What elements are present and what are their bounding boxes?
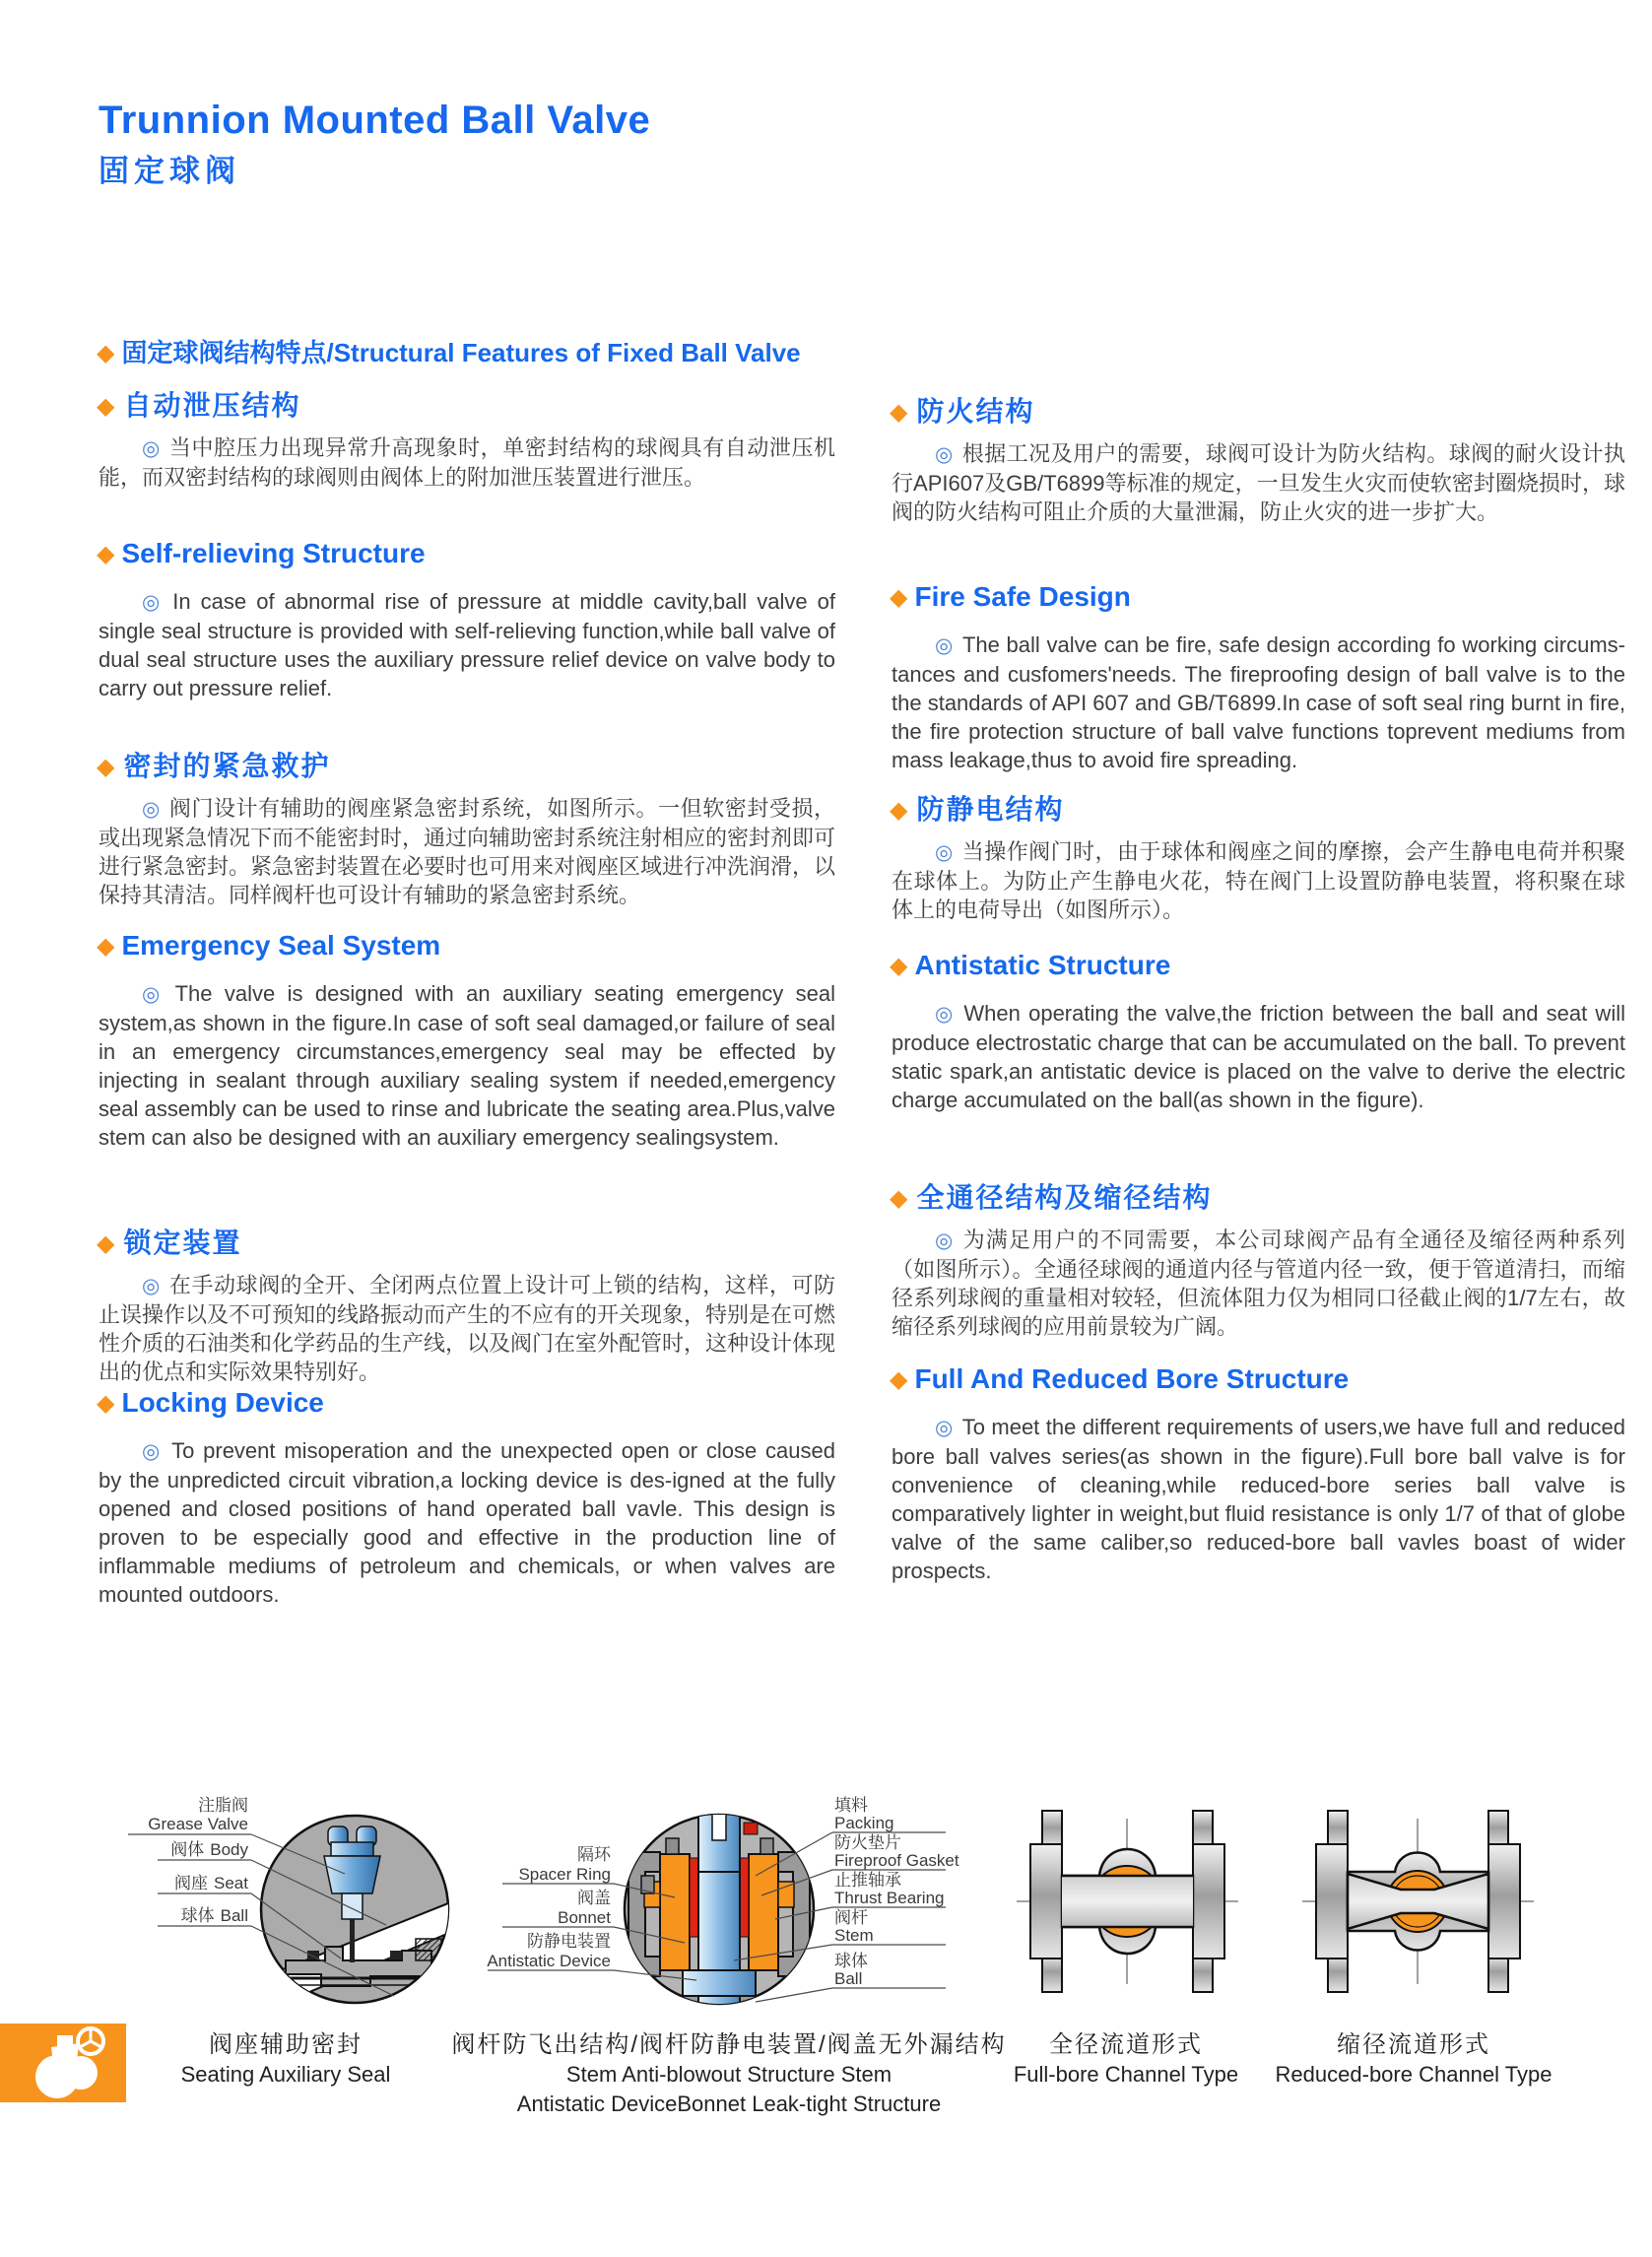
paragraph-text: 阀门设计有辅助的阀座紧急密封系统，如图所示。一但软密封受损，或出现紧急情况下而不能密封时，通过向辅助密封系统注射相应的密封剂即可进行紧急密封。紧急密封装置在必要时也可用来对阀座区域进行冲洗润滑，以保持其清洁。同样阀杆也可设计有辅助的紧急密封系统。 (99, 796, 836, 907)
caption-en: Seating Auxiliary Seal (180, 2062, 391, 2087)
section-heading (890, 581, 1131, 613)
label-ball-cn: 球体 (834, 1952, 868, 1970)
bullet-icon: ◎ (935, 841, 954, 864)
paragraph-text: The ball valve can be fire, safe design according fo working circums-tances and cusfomers'needs. The fireproofing design of ball valve is to the the standards of API 607 and GB/T6899.In case of soft seal ring burnt in fire, the fire protection structure of ball valve functions toprevent mediums from mass leakage,thus to avoid fire spreading. (892, 632, 1625, 772)
section-paragraph (99, 1436, 835, 1609)
diamond-icon: ◆ (97, 393, 117, 420)
label-fireproof-gasket-cn: 防火垫片 (834, 1833, 901, 1852)
heading-label: Self-relieving Structure (121, 538, 426, 568)
caption-seat-seal (99, 2029, 473, 2090)
heading-label: 全通径结构及缩径结构 (916, 1182, 1213, 1213)
page-title-cn: 固定球阀 (99, 154, 240, 188)
paragraph-text: To prevent misoperation and the unexpected open or close caused by the unpredicted circuit vibration,a locking device is des-igned at the fully opened and closed positions of hand operated ball vavle. This design is proven to be especially good and effective in the production line of inflammable mediums of petroleum and chemicals, or when valves are mounted outdoors. (99, 1438, 836, 1607)
section-paragraph (99, 433, 835, 492)
caption-cn: 阀杆防飞出结构/阀杆防静电装置/阀盖无外漏结构 (451, 2031, 1007, 2058)
bullet-icon: ◎ (142, 591, 165, 614)
bullet-icon: ◎ (935, 1229, 955, 1252)
diamond-icon: ◆ (97, 754, 117, 780)
heading-label: Full And Reduced Bore Structure (914, 1363, 1350, 1394)
section-heading (97, 384, 300, 424)
section-paragraph (892, 837, 1625, 924)
paragraph-text: In case of abnormal rise of pressure at middle cavity,ball valve of single seal structure is provided with self-relieving function,while ball valve of dual seal structure uses the auxiliary pressure relief device on valve body to carry out pressure relief. (99, 589, 835, 700)
label-thrust-bearing-en: Thrust Bearing (834, 1889, 945, 1907)
bullet-icon: ◎ (142, 1440, 164, 1463)
stem-structure-diagram (448, 1795, 980, 2020)
heading-label: 锁定装置 (123, 1228, 242, 1258)
paragraph-text: 当操作阀门时，由于球体和阀座之间的摩擦，会产生静电电荷并积聚在球体上。为防止产生静电火花，特在阀门上设置防静电装置，将积聚在球体上的电荷导出（如图所示）。 (892, 839, 1625, 922)
paragraph-text: 根据工况及用户的需要，球阀可设计为防火结构。球阀的耐火设计执行API607及GB/T6899等标准的规定，一旦发生火灾而使软密封圈烧损时，球阀的防火结构可阻止介质的大量泄漏，防止火灾的进一步扩大。 (892, 441, 1625, 524)
section-header (97, 333, 801, 369)
caption-cn: 全径流道形式 (1049, 2031, 1203, 2058)
caption-stem (424, 2029, 1034, 2119)
label-stem-cn: 阀杆 (834, 1908, 868, 1927)
seat-seal-diagram (99, 1795, 473, 2020)
label-antistatic-en: Antistatic Device (487, 1952, 611, 1970)
ball-valve-logo-icon (0, 2024, 126, 2102)
section-paragraph (892, 1413, 1625, 1585)
heading-label: 自动泄压结构 (123, 390, 301, 421)
paragraph-text: To meet the different requirements of users,we have full and reduced bore ball valves series(as shown in the figure).Full bore ball valve is for convenience of cleaning,while reduced-bore series ball valve is comparatively lighter in weight,but fluid resistance is only 1/7 of that of globe valve of the same caliber,so reduced-bore ball vavles boast of wider prospects. (892, 1415, 1625, 1583)
label-grease-valve-cn: 注脂阀 (198, 1796, 248, 1815)
section-heading (97, 745, 330, 784)
label-packing-en: Packing (834, 1814, 894, 1832)
caption-cn: 缩径流道形式 (1337, 2031, 1490, 2058)
paragraph-text: 在手动球阀的全开、全闭两点位置上设计可上锁的结构，这样，可防止误操作以及不可预知的线路振动而产生的不应有的开关现象，特别是在可燃性介质的石油类和化学药品的生产线，以及阀门在室外配管时，这种设计体现出的优点和实际效果特别好。 (99, 1273, 836, 1384)
label-spacer-ring-en: Spacer Ring (518, 1865, 611, 1884)
caption-en-line2: Antistatic DeviceBonnet Leak-tight Structure (516, 2091, 942, 2116)
bullet-icon: ◎ (142, 798, 161, 821)
bullet-icon: ◎ (142, 437, 161, 460)
label-ball-en: Ball (834, 1969, 863, 1988)
bullet-icon: ◎ (142, 1275, 161, 1297)
section-heading (97, 1387, 324, 1419)
section-heading (890, 390, 1034, 430)
caption-en: Full-bore Channel Type (1013, 2062, 1239, 2087)
section-paragraph (892, 999, 1625, 1114)
bullet-icon: ◎ (935, 1003, 956, 1026)
label-stem-en: Stem (834, 1926, 874, 1945)
section-header-label: 固定球阀结构特点/Structural Features of Fixed Ball Valve (121, 338, 801, 367)
diamond-icon: ◆ (97, 340, 115, 366)
section-paragraph (892, 1226, 1625, 1341)
paragraph-text: When operating the valve,the friction between the ball and seat will produce electrostatic charge that can be accumulated on the ball. To prevent static spark,an antistatic device is placed on the valve to derive the electric charge accumulated on the ball(as shown in the figure). (892, 1001, 1625, 1112)
caption-full-bore (997, 2029, 1255, 2090)
bullet-icon: ◎ (935, 443, 954, 466)
bullet-icon: ◎ (142, 983, 166, 1006)
section-heading (890, 1363, 1349, 1395)
reduced-bore-diagram (1302, 1805, 1534, 1997)
label-bonnet-en: Bonnet (558, 1908, 611, 1927)
section-paragraph (99, 1271, 835, 1386)
bullet-icon: ◎ (935, 634, 954, 657)
section-paragraph (99, 979, 835, 1152)
section-heading (97, 930, 440, 962)
label-bonnet-cn: 阀盖 (577, 1889, 611, 1907)
label-ball: 球体 Ball (180, 1906, 248, 1925)
caption-reduced-bore (1271, 2029, 1556, 2090)
label-fireproof-gasket-en: Fireproof Gasket (834, 1851, 959, 1870)
diamond-icon: ◆ (890, 584, 908, 611)
section-heading (890, 950, 1170, 981)
diamond-icon: ◆ (97, 933, 115, 960)
section-heading (97, 538, 426, 569)
full-bore-diagram (1017, 1805, 1238, 1997)
section-paragraph (892, 439, 1625, 526)
page-title-en: Trunnion Mounted Ball Valve (99, 99, 651, 142)
diamond-icon: ◆ (890, 953, 908, 979)
paragraph-text: 为满足用户的不同需要，本公司球阀产品有全通径及缩径两种系列（如图所示）。全通径球阀的通道内径与管道内径一致，便于管道清扫，而缩径系列球阀的重量相对较轻，但流体阻力仅为相同口径截止阀的1/7左右，故缩径系列球阀的应用前景较为广阔。 (892, 1228, 1625, 1339)
section-paragraph (99, 587, 835, 702)
paragraph-text: 当中腔压力出现异常升高现象时，单密封结构的球阀具有自动泄压机能，而双密封结构的球阀则由阀体上的附加泄压装置进行泄压。 (99, 435, 835, 490)
diamond-icon: ◆ (890, 1185, 910, 1212)
caption-cn: 阀座辅助密封 (209, 2031, 363, 2058)
diamond-icon: ◆ (97, 541, 115, 567)
section-heading (97, 1222, 241, 1261)
heading-label: Antistatic Structure (914, 950, 1171, 980)
heading-label: 密封的紧急救护 (123, 751, 331, 781)
diamond-icon: ◆ (890, 797, 910, 824)
diamond-icon: ◆ (97, 1230, 117, 1257)
heading-label: Locking Device (121, 1387, 324, 1418)
diamond-icon: ◆ (97, 1390, 115, 1417)
heading-label: Fire Safe Design (914, 581, 1131, 612)
heading-label: Emergency Seal System (121, 930, 441, 961)
section-paragraph (99, 794, 835, 909)
diamond-icon: ◆ (890, 1366, 908, 1393)
bullet-icon: ◎ (935, 1417, 954, 1439)
section-heading (890, 788, 1064, 828)
label-grease-valve-en: Grease Valve (148, 1815, 248, 1833)
caption-en: Reduced-bore Channel Type (1275, 2062, 1553, 2087)
label-thrust-bearing-cn: 止推轴承 (834, 1871, 901, 1890)
caption-en-line1: Stem Anti-blowout Structure Stem (565, 2062, 892, 2087)
diamond-icon: ◆ (890, 399, 910, 426)
label-packing-cn: 填料 (834, 1796, 868, 1815)
label-seat: 阀座 Seat (174, 1874, 248, 1892)
label-antistatic-cn: 防静电装置 (527, 1932, 611, 1951)
label-spacer-ring-cn: 隔环 (577, 1845, 611, 1864)
section-paragraph (892, 631, 1625, 774)
paragraph-text: The valve is designed with an auxiliary seating emergency seal system,as shown in the figure.In case of soft seal damaged,or failure of seal in an emergency circumstances,emergency seal may be effected by injecting in sealant through auxiliary sealing system if needed,emergency seal assembly can be used to rinse and lubricate the seating area.Plus,valve stem can also be designed with an auxiliary emergency sealingsystem. (99, 981, 835, 1150)
heading-label: 防静电结构 (916, 794, 1065, 825)
heading-label: 防火结构 (916, 396, 1035, 427)
section-heading (890, 1176, 1212, 1216)
label-body: 阀体 Body (170, 1840, 248, 1859)
